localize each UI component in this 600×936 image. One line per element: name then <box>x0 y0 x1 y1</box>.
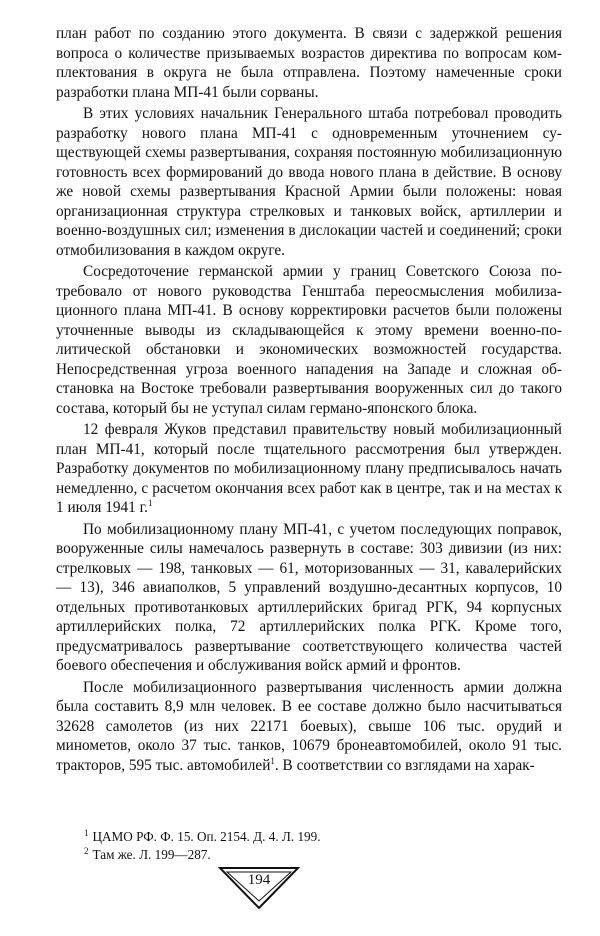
document-page <box>56 24 562 862</box>
paragraph-6-tail: . В соответствии со взглядами на харак- <box>274 756 535 774</box>
footnote-2-text: Там же. Л. 199—287. <box>92 847 211 862</box>
paragraph-4 <box>56 420 562 518</box>
footnote-2-number: 2 <box>84 845 89 856</box>
footnote-1-number: 1 <box>84 827 89 838</box>
body-text <box>56 24 562 775</box>
footnote-1-text: ЦАМО РФ. Ф. 15. Оп. 2154. Д. 4. Л. 199. <box>92 829 321 844</box>
paragraph-1: план работ по созданию этого документа. В связи с задержкой решения вопроса о количестве призываемых возрастов директива по вопросам комплектования в округа не была отправлена. Поэтому намеченные сроки разработки плана МП-41 были сорваны. <box>56 25 562 101</box>
paragraph-5: По мобилизационному плану МП-41, с учетом последующих поправок, вооруженные силы намечалось развернуть в составе: 303 дивизии (из них: стрелковых — 198, танковых — 61, моторизованных — 31, кавалерийских — 13), 346 авиаполков, 5 управлений воздушно-десантных корпусов, 10 отдельных противотанковых артиллерийских бригад РГК, 94 корпусных артиллерийских полка, 72 артиллерийских полка РГК. Кроме того, предусматривалось развертывание соответствующего количества частей боевого обеспечения и обслуживания войск армий и фронтов. <box>56 520 562 674</box>
paragraph-2: В этих условиях начальник Генерального штаба потребовал проводить разработку нового плана МП-41 с одновременным уточнением существующей схемы развертывания, сохраняя постоянную мобилизационную готовность всех формирований до ввода нового плана в действие. В основу же новой схемы развертывания Красной Армии были положены: новая организационная структура стрелковых и танковых войск, артиллерии и военно-воздушных сил; изменения в дислокации частей и соединений; сроки отмобилизования в каждом округе. <box>56 105 562 259</box>
paragraph-6 <box>56 678 562 776</box>
page-number-badge <box>218 866 300 910</box>
footnote-ref-1: 1 <box>148 497 153 508</box>
footnote-1 <box>56 828 562 846</box>
page-number: 194 <box>247 872 271 888</box>
footnote-ref-2: 1 <box>270 755 275 766</box>
footnote-2 <box>56 846 562 864</box>
paragraph-4-text: 12 февраля Жуков представил правительству новый мобилизационный план МП-41, который после тщательного рассмотрения был утвержден. Разработку документов по мобилизационному плану предписывалось начать немедленно, с расчетом окончания всех работ как в центре, так и на местах к 1 июля 1941 г. <box>56 421 562 516</box>
paragraph-6-text: После мобилизационного развертывания численность армии должна была составить 8,9 млн человек. В ее составе должно было насчитываться 32628 самолетов (из них 22171 боевых), свыше 106 тыс. орудий и минометов, около 37 тыс. танков, 10679 бронеавтомобилей, около 91 тыс. тракторов, 595 тыс. автомобилей <box>56 678 562 774</box>
footnotes <box>56 828 562 864</box>
paragraph-3: Сосредоточение германской армии у границ Советского Союза потребовало от нового руководства Генштаба переосмысления мобилизационного плана МП-41. В основу корректировки расчетов были положены уточненные выводы из складывающейся к этому времени военно-политической обстановки и экономических возможностей государства. Непосредственная угроза военного нападения на Западе и сложная обстановка на Востоке требовали развертывания вооруженных сил до такого состава, который бы не уступал силам германо-японского блока. <box>56 263 562 417</box>
